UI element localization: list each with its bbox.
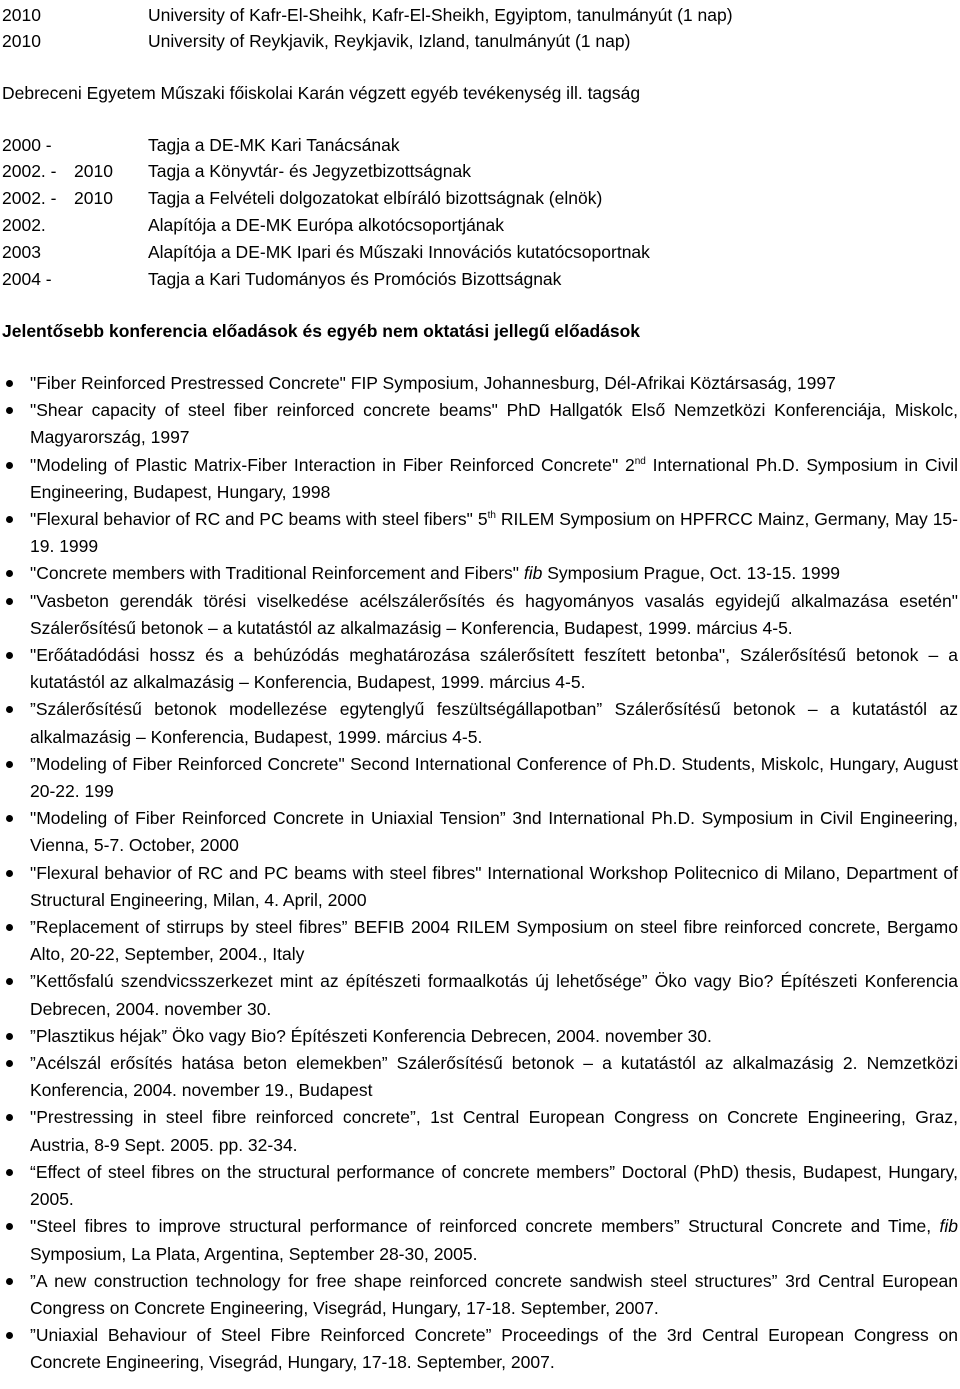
bullet-icon xyxy=(6,598,13,605)
bullet-icon xyxy=(6,516,13,523)
conference-item: "Concrete members with Traditional Reinforcement and Fibers" fib Symposium Prague, Oct. 13-15. 1999 xyxy=(0,560,958,587)
conference-item: "Steel fibres to improve structural performance of reinforced concrete members” Structural Concrete and Time, fib Symposium, La Plata, Argentina, September 28-30, 2005. xyxy=(0,1213,958,1267)
bullet-icon xyxy=(6,462,13,469)
bullet-icon xyxy=(6,1060,13,1067)
conference-item: ”Uniaxial Behaviour of Steel Fibre Reinforced Concrete” Proceedings of the 3rd Central European Congress on Concrete Engineering, Visegrád, Hungary, 17-18. September, 2007. xyxy=(0,1322,958,1376)
bullet-icon xyxy=(6,1332,13,1339)
conference-item: ”Modeling of Fiber Reinforced Concrete" Second International Conference of Ph.D. Students, Miskolc, Hungary, August 20-22. 199 xyxy=(0,751,958,805)
conference-item: "Flexural behavior of RC and PC beams with steel fibres" International Workshop Politecnico di Milano, Department of Structural Engineering, Milan, 4. April, 2000 xyxy=(0,860,958,914)
conference-item: "Vasbeton gerendák törési viselkedése acélszálerősítés és hagyományos vasalás egyidejű alkalmazása esetén" Szálerősítésű betonok – a kutatástól az alkalmazásig – Konferencia, Budapest, 1999. március 4-5. xyxy=(0,588,958,642)
bullet-icon xyxy=(6,380,13,387)
conference-item: "Flexural behavior of RC and PC beams with steel fibers" 5th RILEM Symposium on HPFRCC Mainz, Germany, May 15-19. 1999 xyxy=(0,506,958,560)
bullet-icon xyxy=(6,1033,13,1040)
row-from: 2003 xyxy=(2,242,41,262)
row-text: Tagja a Könyvtár- és Jegyzetbizottságnak xyxy=(148,161,471,181)
bullet-icon xyxy=(6,1169,13,1176)
conference-item: ”Kettősfalú szendvicsszerkezet mint az építészeti formaalkotás új lehetősége” Öko vagy Bio? Építészeti Konferencia Debrecen, 2004. november 30. xyxy=(0,968,958,1022)
row-text: Alapítója a DE-MK Ipari és Műszaki Innovációs kutatócsoportnak xyxy=(148,242,650,262)
row-text: Tagja a Felvételi dolgozatokat elbíráló bizottságnak (elnök) xyxy=(148,188,603,208)
conference-item: ”Replacement of stirrups by steel fibres” BEFIB 2004 RILEM Symposium on steel fibre reinforced concrete, Bergamo Alto, 20-22, September, 2004., Italy xyxy=(0,914,958,968)
row-year: 2010 xyxy=(2,31,41,51)
row-text: Tagja a Kari Tudományos és Promóciós Bizottságnak xyxy=(148,269,562,289)
conference-item: ”Plasztikus héjak” Öko vagy Bio? Építészeti Konferencia Debrecen, 2004. november 30. xyxy=(0,1023,958,1050)
row-from: 2002. - xyxy=(2,161,57,181)
row-year: 2010 xyxy=(2,5,41,25)
conference-item: "Shear capacity of steel fiber reinforced concrete beams" PhD Hallgatók Első Nemzetközi Konferenciája, Miskolc, Magyarország, 1997 xyxy=(0,397,958,451)
row-text: Tagja a DE-MK Kari Tanácsának xyxy=(148,135,400,155)
row-text: Alapítója a DE-MK Európa alkotócsoportjának xyxy=(148,215,505,235)
section-heading-conferences: Jelentősebb konferencia előadások és egyéb nem oktatási jellegű előadások xyxy=(2,321,641,341)
bullet-icon xyxy=(6,761,13,768)
row-from: 2004 - xyxy=(2,269,52,289)
bullet-icon xyxy=(6,652,13,659)
section-heading-activities: Debreceni Egyetem Műszaki főiskolai Karán végzett egyéb tevékenység ill. tagság xyxy=(2,83,641,103)
bullet-icon xyxy=(6,924,13,931)
conference-item: "Erőátadódási hossz és a behúzódás meghatározása szálerősített feszített betonba", Szálerősítésű betonok – a kutatástól az alkalmazásig – Konferencia, Budapest, 1999. március 4-5. xyxy=(0,642,958,696)
bullet-icon xyxy=(6,1114,13,1121)
conference-item: “Effect of steel fibres on the structural performance of concrete members” Doctoral (PhD) thesis, Budapest, Hungary, 2005. xyxy=(0,1159,958,1213)
row-from: 2000 - xyxy=(2,135,52,155)
row-from: 2002. xyxy=(2,215,46,235)
conference-item: "Modeling of Plastic Matrix-Fiber Interaction in Fiber Reinforced Concrete" 2nd International Ph.D. Symposium in Civil Engineering, Budapest, Hungary, 1998 xyxy=(0,452,958,506)
bullet-icon xyxy=(6,1223,13,1230)
row-to: 2010 xyxy=(74,188,113,208)
bullet-icon xyxy=(6,1278,13,1285)
conference-list xyxy=(0,370,958,1377)
bullet-icon xyxy=(6,407,13,414)
row-from: 2002. - xyxy=(2,188,57,208)
conference-item: "Fiber Reinforced Prestressed Concrete" FIP Symposium, Johannesburg, Dél-Afrikai Köztársaság, 1997 xyxy=(0,370,958,397)
bullet-icon xyxy=(6,706,13,713)
conference-item: ”Acélszál erősítés hatása beton elemekben” Szálerősítésű betonok – a kutatástól az alkalmazásig 2. Nemzetközi Konferencia, 2004. november 19., Budapest xyxy=(0,1050,958,1104)
bullet-icon xyxy=(6,815,13,822)
bullet-icon xyxy=(6,870,13,877)
row-text: University of Kafr-El-Sheihk, Kafr-El-Sheikh, Egyiptom, tanulmányút (1 nap) xyxy=(148,5,733,25)
row-text: University of Reykjavik, Reykjavik, Izland, tanulmányút (1 nap) xyxy=(148,31,631,51)
conference-item: "Prestressing in steel fibre reinforced concrete”, 1st Central European Congress on Concrete Engineering, Graz, Austria, 8-9 Sept. 2005. pp. 32-34. xyxy=(0,1104,958,1158)
conference-item: ”Szálerősítésű betonok modellezése egytenglyű feszültségállapotban” Szálerősítésű betonok – a kutatástól az alkalmazásig – Konferencia, Budapest, 1999. március 4-5. xyxy=(0,696,958,750)
bullet-icon xyxy=(6,978,13,985)
bullet-icon xyxy=(6,570,13,577)
conference-item: "Modeling of Fiber Reinforced Concrete in Uniaxial Tension” 3nd International Ph.D. Symposium in Civil Engineering, Vienna, 5-7. October, 2000 xyxy=(0,805,958,859)
row-to: 2010 xyxy=(74,161,113,181)
conference-item: ”A new construction technology for free shape reinforced concrete sandwish steel structures” 3rd Central European Congress on Concrete Engineering, Visegrád, Hungary, 17-18. September, 2007. xyxy=(0,1268,958,1322)
